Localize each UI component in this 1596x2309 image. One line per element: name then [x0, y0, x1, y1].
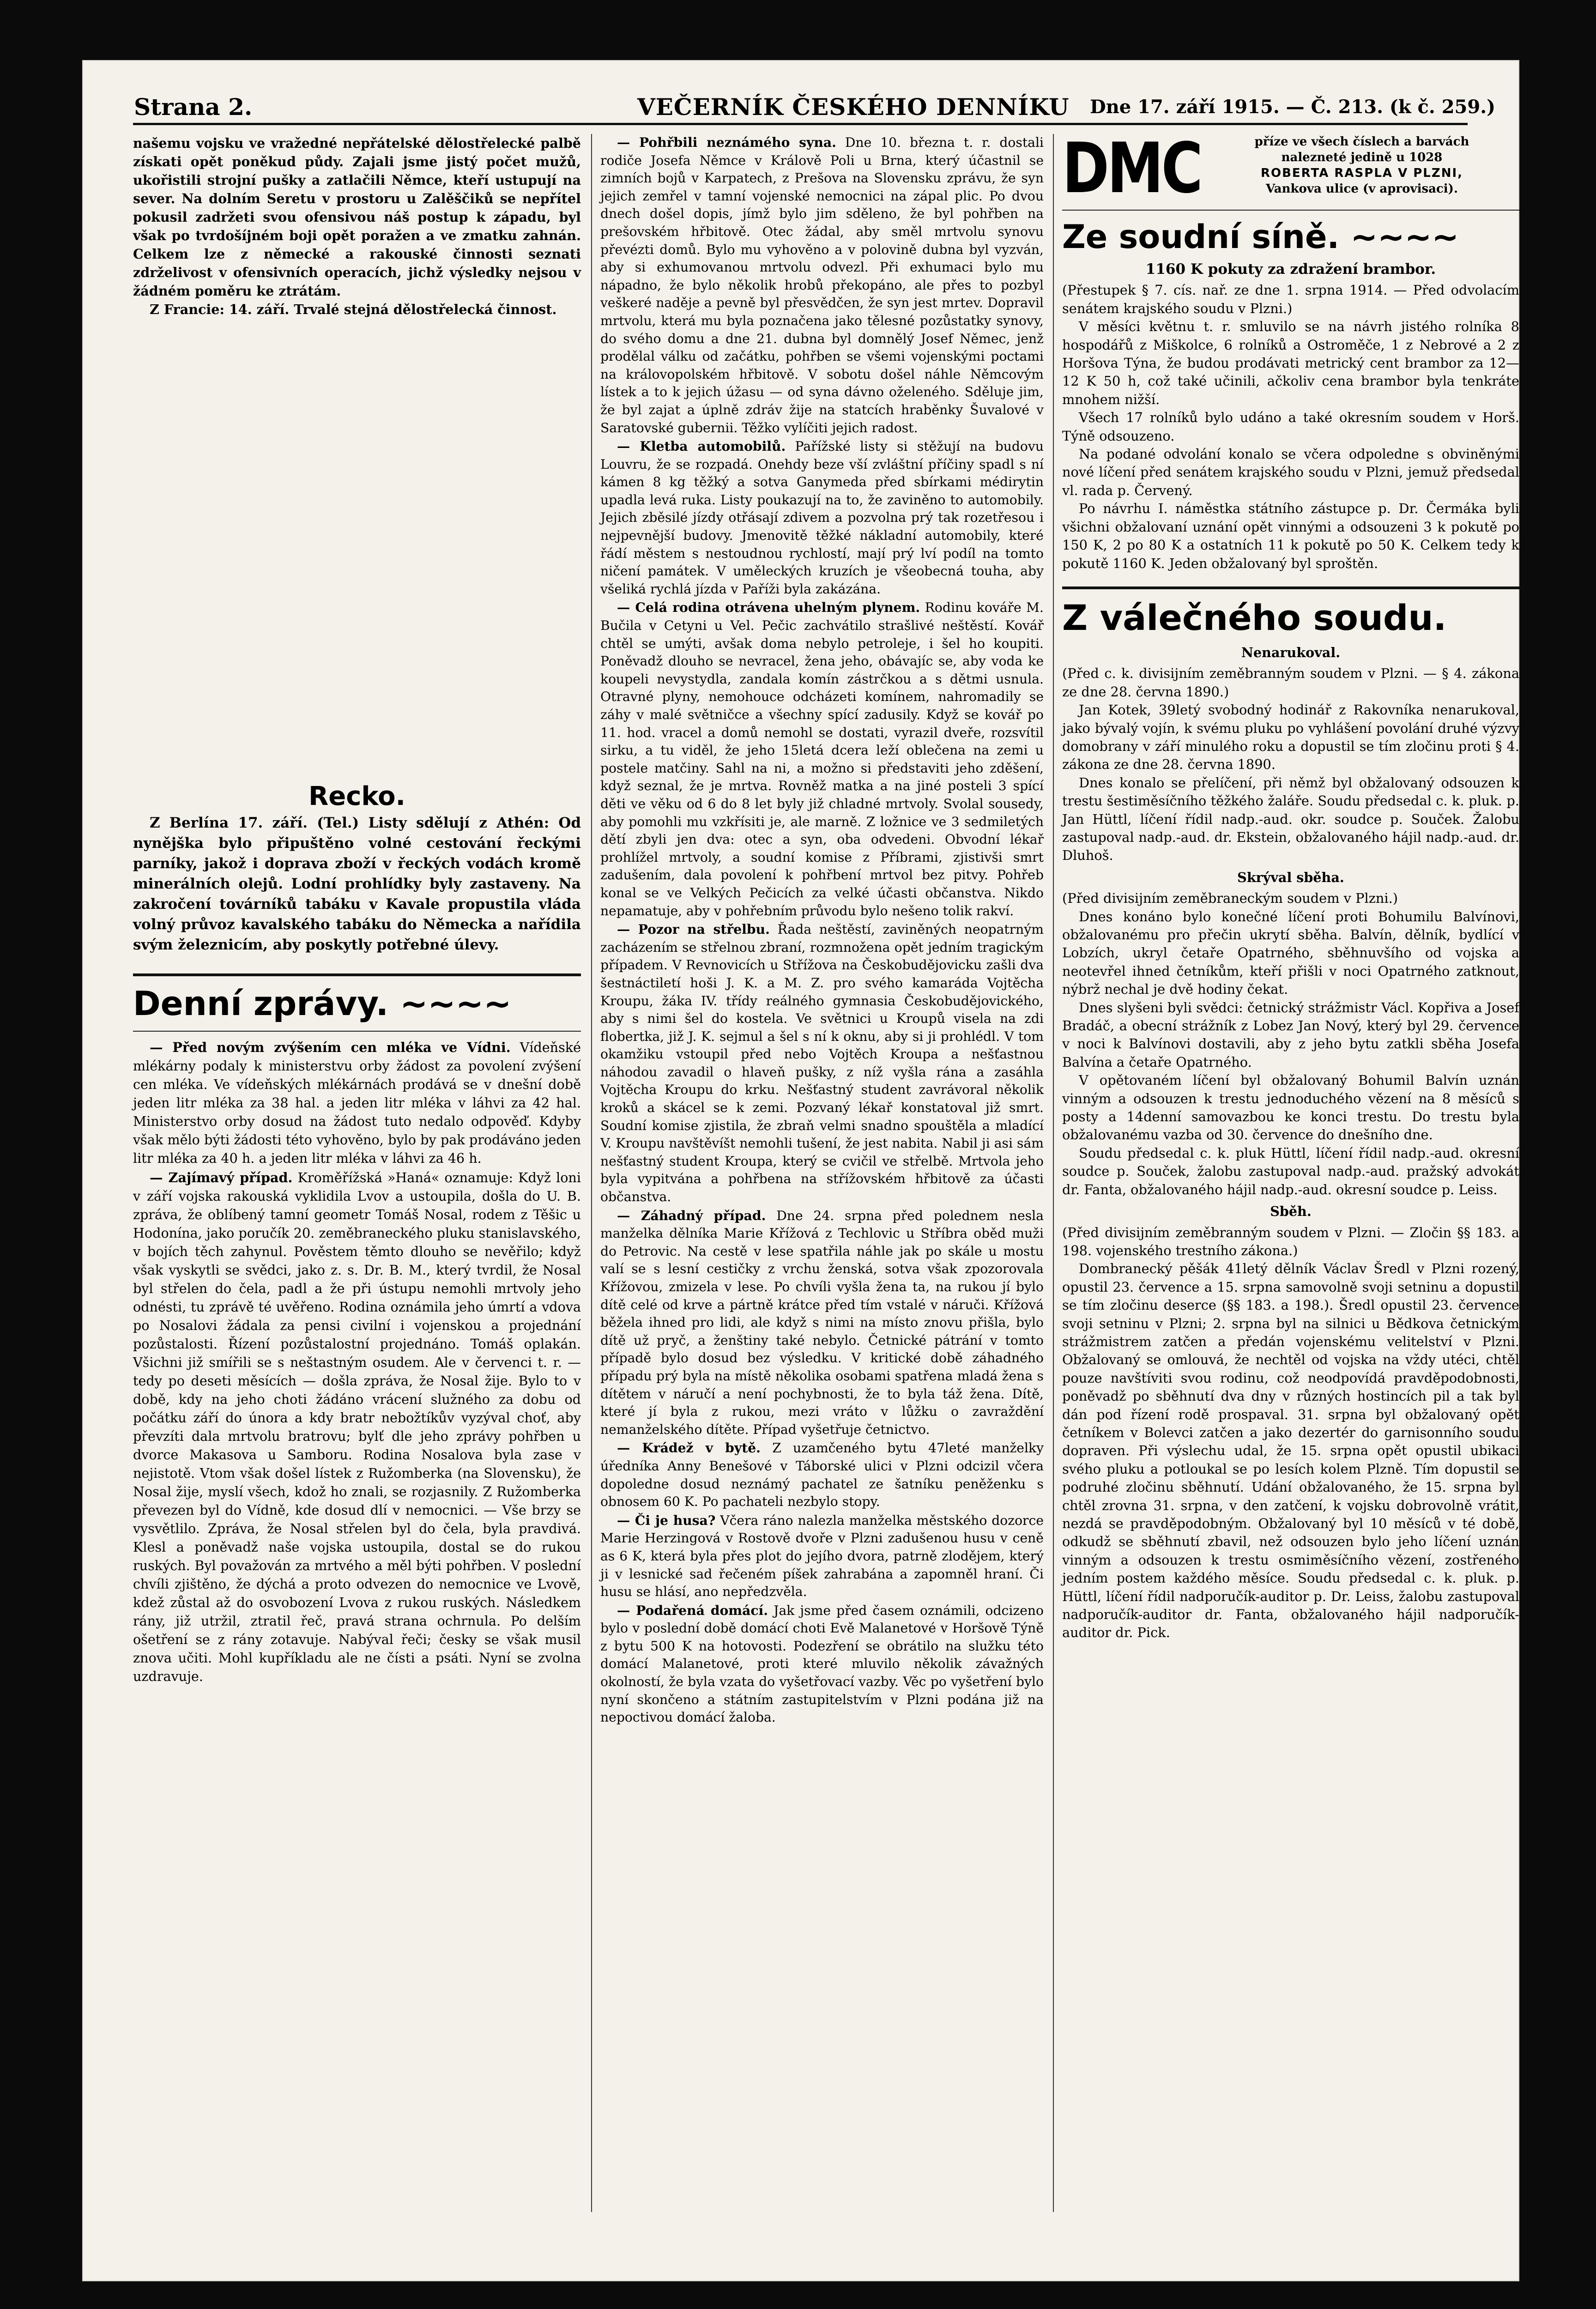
case-paragraph: Dnes slyšeni byli svědci: četnický strážmistr Václ. Kopřiva a Josef Bradáč, a obecní strážník z Lobez Jan Nový, který byl 29. července v noci k Balvínovi dostavili, aby z jeho bytu zatkli sběha Josefa Balvína a četaře Opatrného.: [1062, 999, 1519, 1070]
section-rule: [133, 973, 581, 976]
wave-ornament: ~~~~: [1350, 218, 1459, 256]
news-items: [133, 1038, 581, 1686]
dmc-logo: DMC: [1062, 128, 1201, 209]
news-item: [600, 134, 1044, 437]
court-paragraph: Všech 17 rolníků bylo udáno a také okresním soudem v Horš. Týně odsouzeno.: [1062, 410, 1519, 444]
news-items: [600, 134, 1044, 1727]
court-report: [1062, 281, 1519, 573]
valecny-soud-title: Z válečného soudu.: [1062, 597, 1447, 638]
section-rule: [1062, 586, 1519, 589]
news-item: [600, 1602, 1044, 1727]
column-rule: [591, 134, 592, 2212]
column-2: [600, 134, 1044, 1728]
news-item: [600, 1207, 1044, 1439]
news-item: [600, 921, 1044, 1206]
blank-space: [133, 319, 581, 780]
case-paragraph: (Před c. k. divisijním zeměbranným soudem v Plzni. — § 4. zákona ze dne 28. června 1890.): [1062, 665, 1519, 700]
news-item-headline: — Záhadný případ.: [617, 1208, 766, 1223]
news-item-headline: — Před novým zvýšením cen mléka ve Vídni.: [150, 1040, 511, 1055]
newspaper-title: VEČERNÍK ČESKÉHO DENNÍKU: [637, 93, 1070, 121]
news-item-text: Jak jsme před časem oznámili, odcizeno bylo v poslední době domácí choti Evě Malanetové v Horšově Týně z bytu 500 K na hotovosti. Podezření se obrátilo na služku této domácí Malanetové, proti které mluvilo několik závažných okolností, že byla vzata do vyšetřovací vazby. Věc po vyšetření bylo nyní skončeno a státním zastupitelstvím v Plzni podána již na nepoctivou domácí žaloba.: [600, 1602, 1044, 1725]
news-item-text: Dne 10. března t. r. dostali rodiče Josefa Němce v Králově Poli u Brna, který účastnil se zimních bojů v Karpatech, z Prešova na Slovensku zprávu, že syn jejich zemřel v tamní vojenské nemocnici na zápal plic. Po dvou dnech došel dopis, jímž bylo jim sděleno, že byl pohřben na prešovském hřbitově. Otec žádal, aby směl mrtvolu synovu převézti domů. Bylo mu vyhověno a v polovině dubna byl vyzván, aby si exhumovanou mrtvolu odvezl. Při exhumaci bylo mu nápadno, že bylo několik hrobů překopáno, ale přes to pozbyl veškeré naděje a pevně byl přesvědčen, že syn jest mrtev. Dopravil mrtvolu, která mu byla poznačena jako tělesné pozůstatky synovy, do svého domu a dne 21. dubna byl domnělý Josef Němec, jenž prodělal válku od začátku, pohřben se všemi vojenskými poctami na královopolském hřbitově. V sobotu došel náhle Němcovým lístek a to k jejich úžasu — od syna dávno oželeného. Sděluje jim, že byl zajat a úplně zdráv žije na statcích hraběnky Šuvalové v Saratovské gubernii. Těžko vylíčiti jejich radost.: [600, 135, 1044, 435]
court-paragraph: (Přestupek § 7. cís. nař. ze dne 1. srpna 1914. — Před odvolacím senátem krajského soudu v Plzni.): [1062, 282, 1519, 316]
news-item-headline: — Či je husa?: [617, 1512, 716, 1528]
dmc-line: nalezneté jedině u 1028: [1281, 151, 1443, 164]
case-title: Nenarukoval.: [1241, 644, 1341, 660]
case-paragraph: Dnes konáno bylo konečné líčení proti Bohumilu Balvínovi, obžalovanému pro přečin ukrytí sběha. Balvín, dělník, bydlící v Lobzích, ukryl četaře Opatrného, sběhnuvšího od vojska a neotevřel ihned četníkům, kteří přišli v noci Opatrného zatknout, nýbrž nechal je dvě hodiny čekat.: [1062, 908, 1519, 997]
wave-ornament: ~~~~: [400, 984, 512, 1023]
dmc-advertisement: [1062, 128, 1519, 209]
war-court-cases: [1062, 644, 1519, 1642]
case-paragraph: (Před divisijním zeměbranným soudem v Plzni. — Zločin §§ 183. a 198. vojenského trestního zákona.): [1062, 1224, 1519, 1258]
case-title: Sběh.: [1270, 1203, 1312, 1220]
news-item-headline: — Zajímavý případ.: [150, 1170, 293, 1185]
section-rule: [133, 1031, 581, 1032]
news-item: [600, 1512, 1044, 1601]
recko-text: Z Berlína 17. září. (Tel.) Listy sdělují z Athén: Od nynějška bylo připuštěno volné cestování řeckými parníky, jakož i doprava zboží v řeckých vodách kromě minerálních olejů. Lodní prohlídky byly zastaveny. Na zakročení továrníků tabáku v Kavale propustila vláda volný průvoz kavalského tabáku do Německa a nařídila svým železnicím, aby poskytly potřebné úlevy.: [133, 815, 581, 953]
court-paragraph: Po návrhu I. náměstka státního zástupce p. Dr. Čermáka byli všichni obžalovaní uznání opět vinnými a odsouzeni 3 k pokutě po 150 K, 2 po 80 K a ostatních 11 k pokutě po 50 K. Celkem tedy k pokutě 1160 K. Jeden obžalovaný byl sproštěn.: [1062, 501, 1519, 571]
france-report: Z Francie: 14. září. Trvalé stejná dělostřelecká činnost.: [150, 302, 557, 317]
news-item-headline: — Celá rodina otrávena uhelným plynem.: [617, 600, 920, 616]
column-3: [1062, 128, 1519, 1642]
news-item-text: Z uzamčeného bytu 47leté manželky úředníka Anny Benešové v Táborské ulici v Plzni odcizil včera dopoledne dosud neznámý pachatel ze šatníku peněženku s obnosem 60 K. Po pachateli nezbylo stopy.: [600, 1440, 1044, 1510]
news-item-headline: — Pozor na střelbu.: [617, 922, 770, 937]
news-item-text: Pařížské listy si stěžují na budovu Louvru, že se rozpadá. Onehdy beze vší zvláštní příčiny spadl s ní kámen 8 kg těžký a sotva Ganymeda před sbírkami médirytin upadla levá ruka. Listy poukazují na to, že zaviněno to automobily. Jejich zběsilé jízdy otřásají zdivem a pozvolna prý tak rozetřesou i nejpevnější budovy. Jmenovitě těžké nákladní automobily, které řádí městem s nestoudnou rychlostí, mají prý lví podíl na tomto ničení památek. V uměleckých kruzích je všeobecná touha, aby všeliká rychlá jízda v Paříži byla zakázána.: [600, 439, 1044, 597]
case-paragraph: Dnes konalo se přelíčení, při němž byl obžalovaný odsouzen k trestu šestiměsíčního těžkého žaláře. Soudu předsedal c. k. pluk. p. Jan Hüttl, líčení řídil nadp.-aud. okr. soudce p. Souček. Žalobu zastupoval nadp.-aud. dr. Ekstein, obžalovaného hájil nadp.-aud. dr. Dluhoš.: [1062, 774, 1519, 864]
issue-date: Dne 17. září 1915. — Č. 213. (k č. 259.): [1090, 96, 1496, 118]
recko-title: Recko.: [308, 781, 405, 811]
news-item-text: Včera ráno nalezla manželka městského dozorce Marie Herzingová v Rostově dvoře v Plzni zadušenou husu v ceně as 6 K, která byla přes plot do jejího dvora, patrně zlodějem, který ji v lesnické sad řečeném píšek zahrabána a zapomněl hraní. Či husu se hlásí, ano nepředzvěla.: [600, 1512, 1044, 1600]
case-paragraph: Dombranecký pěšák 41letý dělník Václav Šredl v Plzni rozený, opustil 23. července a 15. srpna samovolně svoji setninu a dopustil se tím zločinu deserce (§§ 183. a 198.). Šredl opustil 23. července svoji setninu v Plzni; 2. srpna byl na silnici u Bědkova četnickým strážmistrem zatčen a předán vojenskému velitelství v Plzni. Obžalovaný se omlouvá, že nechtěl od vojska na vždy utéci, chtěl pouze navštíviti svou rodinu, což neodpovídá pravděpodobnosti, poněvadž po sběhnutí dva dny v různých hostincích pil a tak byl dán pod řízení rodě prospaval. 31. srpna byl obžalovaný opět četníkem v Bolevci zatčen a jako dezertér do garnisonního soudu dopraven. Při výslechu udal, že 15. srpna opět opustil ubikaci svého pluku a potloukal se po lesích kolem Plzně. Tím dopustil se podruhé zločinu sběhnutí. Udání obžalovaného, že 15. srpna byl chtěl zrovna 31. srpna, v den zatčení, k vojsku dobrovolně vrátit, nezdá se pravděpodobným. Obžalovaný byl 10 měsíců v té době, odkudž se sběhnutí zbavil, než odsouzen bylo jeho líčení uznán vinným a odsouzen k trestu osmiměsíčního vězení, zostřeného jedním postem každého měsíce. Soudu předsedal c. k. pluk. p. Hüttl, líčení řídil nadporučík-auditor p. Dr. Leiss, žalobu zastupoval nadporučík-auditor dr. Fanta, obžalovaného hájil nadporučík-auditor dr. Pick.: [1062, 1261, 1519, 1641]
news-item: [600, 599, 1044, 920]
case-title: Skrýval sběha.: [1237, 869, 1344, 885]
denni-zpravy-title: Denní zprávy. ~~~~: [133, 984, 512, 1023]
case-paragraph: (Před divisijním zeměbraneckým soudem v Plzni.): [1062, 890, 1398, 907]
news-item: [600, 438, 1044, 598]
news-item: [600, 1439, 1044, 1511]
news-item-headline: — Podařená domácí.: [617, 1602, 768, 1618]
dmc-ad-text: [1204, 134, 1519, 197]
news-item-text: Řada neštěstí, zaviněných neopatrným zacházením se střelnou zbraní, rozmnožena opět jedním tragickým případem. V Revnovicích u Střížova na Českobudějovicku zašli dva šestnáctiletí hoši J. K. a M. Z. pro svého kamaráda Vojtěcha Kroupu, žáka IV. třídy reálného gymnasia Českobudějovického, aby s nimi šel do kostela. Ve světnici u Kroupů visela na zdi flobertka, již J. K. sejmul a šel s ní k oknu, aby si ji prohlédl. V tom okamžiku vstoupil před nebo Vojtěch Kroupa a nešťastnou náhodou zavadil o hlaveň pušky, z níž vyšla rána a zasáhla Vojtěcha Kroupu do krku. Nešťastný student zavrávoral několik kroků a skácel se k zemi. Pozvaný lékař konstatoval již smrt. Soudní komise zjistila, že zbraň velmi snadno spouštěla a mladící V. Kroupu navštěvíšt nemohli tušení, že jest nabita. Nabil ji asi sám nešťastný student Kroupa, který se cvičil ve střelbě. Mrtvola jeho byla vypitvána a pohřbena na střížovském hřbitově za účasti občanstva.: [600, 922, 1044, 1205]
column-1: [133, 134, 581, 1686]
soudni-subtitle: 1160 K pokuty za zdražení brambor.: [1145, 261, 1436, 278]
news-item: [133, 1038, 581, 1167]
case-paragraph: Soudu předsedal c. k. pluk Hüttl, líčení řídil nadp.-aud. okresní soudce p. Souček, žalobu zastupoval nadp.-aud. pražský advokát dr. Fanta, obžalovaného hájil nadp.-aud. okresní soudce p. Leiss.: [1062, 1145, 1519, 1197]
news-item: [133, 1168, 581, 1686]
header-rule: [133, 123, 1468, 125]
page-number: Strana 2.: [134, 93, 253, 121]
news-item-text: Vídeňské mlékárny podaly k ministerstvu orby žádost za povolení zvýšení cen mléka. Ve vídeňských mlékárnách prodává se v dnešní době jeden litr mléka za 38 hal. a jeden litr mléka v láhvi za 42 hal. Ministerstvo orby dosud na žádost tuto nedalo odpověď. Kdyby však mělo býti žádosti této vyhověno, bylo by pak prodáváno jeden litr mléka za 40 h. a jeden litr mléka v láhvi za 46 h.: [133, 1040, 581, 1166]
soudni-sine-title: Ze soudní síně. ~~~~: [1062, 218, 1459, 256]
news-item-text: Rodinu kováře M. Bučila v Cetyni u Vel. Pečic zachvátilo strašlivé neštěstí. Kovář chtěl se umýti, avšak doma nebylo petroleje, i šel ho koupiti. Poněvadž dlouho se nevracel, žena jeho, obávajíc se, aby voda ke koupeli nevystydla, zandala komín zástrčkou a s dětmi usnula. Otravné plyny, nemohouce odcházeti komínem, nahromadily se záhy v malé světničce a všechny spící zadusily. Když se kovář po 11. hod. vracel a domů nemohl se dostati, vyrazil dveře, rozsvítil sirku, a tu viděl, že jeho 15letá dcera leží oblečena na zemi u postele matčiny. Sahl na ni, a možno si představiti jeho zděšení, když seznal, že je mrtva. Rovněž matka a na jiné posteli 3 spící děti ve věku od 6 do 8 let byly již chladné mrtvoly. Svolal sousedy, aby pomohli mu vzkřísiti je, ale marně. Z ložnice ve 3 sedmiletých dětí zbyli jen dva: otec a syn, oba odvedeni. Obvodní lékař prohlížel mrtvoly, a soudní komise z Příbrami, zjistivši smrt zadušením, dala povolení k pohřbení mrtvol bez pitvy. Pohřeb konal se ve Velkých Pečicích za velké účasti občanstva. Nikdo nepamatuje, aby v pohřebním průvodu bylo nešeno tolik rakví.: [600, 600, 1044, 919]
news-item-headline: — Krádež v bytě.: [617, 1440, 761, 1456]
case-paragraph: V opětovaném líčení byl obžalovaný Bohumil Balvín uznán vinným a odsouzen k trestu jednoduchého vězení na 8 měsíců s posty a 14denní samovazbou ke konci trestu. Do trestu byla obžalovanému vazba od 30. července do dnešního dne.: [1062, 1072, 1519, 1143]
war-report-text: našemu vojsku ve vražedné nepřátelské dělostřelecké palbě získati opět poněkud půdy. Zajali jsme jistý počet mužů, ukořistili strojní pušky a zatlačili Němce, kteří ustupují na sever. Na dolním Seretu v prostoru u Zalěščiků se nepřítel pokusil zadržeti svou ofensivou náš postup k západu, byl však po tvrdošíjném boji opět poražen a ve zmatku zahnán. Celkem lze z německé a rakouské činnosti seznati zdrželivost v ofensivních operacích, jichž výsledky nejsou v žádném poměru ke ztrátám.: [133, 135, 581, 299]
dmc-line: Vankova ulice (v aprovisaci).: [1265, 182, 1458, 196]
news-item-headline: — Pohřbili neznámého syna.: [617, 135, 836, 150]
court-paragraph: Na podané odvolání konalo se včera odpoledne s obviněnými nové líčení před senátem krajského soudu v Plzni, jemuž předsedal vl. rada p. Červený.: [1062, 446, 1519, 498]
news-item-headline: — Kletba automobilů.: [617, 439, 786, 454]
case-paragraph: Jan Kotek, 39letý svobodný hodinář z Rakovníka nenarukoval, jako bývalý vojín, k svému pluku po vyhlášení povolání druhé výzvy domobrany v září minulého roku a dopustil se tím zločinu proti § 4. zákona ze dne 28. června 1890.: [1062, 702, 1519, 773]
court-paragraph: V měsíci květnu t. r. smluvilo se na návrh jistého rolníka 8 hospodářů z Miškolce, 6 rolníků a Ostroměče, 1 z Nebrové a 2 z Horšova Týna, že budou prodávati metrický cent brambor za 12—12 K 50 h, což také učinili, ačkoliv cena brambor byla tenkráte mnohem nižší.: [1062, 319, 1519, 407]
dmc-line: ROBERTA RASPLA V PLZNI,: [1260, 166, 1463, 180]
section-rule: [1062, 210, 1519, 211]
news-item-text: Dne 24. srpna před polednem nesla manželka dělníka Marie Křížová z Techlovic u Stříbra oběd muži do Petrovic. Na cestě v lese spatřila náhle jak po skále u mostu valí se s lesní cestičky z vrchu ženská, sotva však zpozorovala Křížovou, zmizela v lese. Po chvíli vyšla žena ta, na rukou jí bylo dítě celé od krve a pártně krátce před tím vstalé v náruči. Křížová běžela ihned pro lidi, ale když s nimi na místo znovu přišla, bylo dítě už pryč, a ženštiny také nebylo. Četnické pátrání v tomto případě bylo dosud bez výsledku. V kritické době záhadného případu prý byla na místě několika osobami spatřena mladá žena s dítětem v náručí a není pochybnosti, že to byla táž žena. Dítě, které jí byla z rukou, mezi vráto v lůžku o zavraždění nemanželského dítěte. Případ vyšetřuje četnictvo.: [600, 1208, 1044, 1437]
news-item-text: Kroměřížská »Haná« oznamuje: Když loni v září vojska rakouská vyklidila Lvov a ustoupila, došla do U. B. zpráva, že oblíbený tamní geometr Tomáš Nosal, rodem z Těšic u Hodonína, jako poručík 20. zeměbraneckého pluku stanislavského, v bojích těch zahynul. Pověstem těmto dlouho se nevěřilo; když však vyskytli se svědci, jako z. s. Dr. B. M., který tvrdil, že Nosal byl střelen do čela, padl a že při ústupu nemohli mrtvoly jeho odnésti, tu zprávě té uvěřeno. Rodina oznámila jeho úmrtí a vdova po Nosalovi žádala za pensi civilní i vojenskou a projednání pozůstalosti. Řízení pozůstalostní projednáno. Tomáš oplakán. Všichni již smířili se s neštastným osudem. Ale v červenci t. r. — tedy po deseti měsících — došla zpráva, že Nosal žije. Bylo to v době, kdy na jeho choti žádáno vrácení služného za dobu od počátku září do února a kdy bratr nebožtíkův vyzýval choť, aby převzíti dala mrtvolu bratrovu; bylť dle jeho zprávy pohřben u dvorce Makasova u Samboru. Rodina Nosalova byla zase v nejistotě. Vtom však došel lístek z Ružomberka (na Slovensku), že Nosal žije, myslí všech, kdož ho znali, se rozjasnily. Z Ružomberka převezen byl do Vídně, kde dosud dlí v nemocnici. — Vše brzy se vysvětlilo. Zpráva, že Nosal střelen byl do čela, byla pravdivá. Klesl a poněvadž naše vojska ustoupila, dostal se do rukou ruských. Byl považován za mrtvého a měl býti pohřben. V poslední chvíli zjištěno, že dýchá a proto odvezen do nemocnice ve Lvově, kdež zůstal až do osvobození Lvova z rukou ruských. Následkem rány, již utržil, ztratil řeč, pravá strana ochrnula. Po delším ošetření se z rány zotavuje. Nabýval řeči; česky se však musil znova učiti. Mohl kupříkladu ale ne čísti a psáti. Nyní se zvolna uzdravuje.: [133, 1170, 581, 1684]
column-rule: [1053, 134, 1054, 2212]
dmc-line: příze ve všech číslech a barvách: [1254, 135, 1469, 149]
